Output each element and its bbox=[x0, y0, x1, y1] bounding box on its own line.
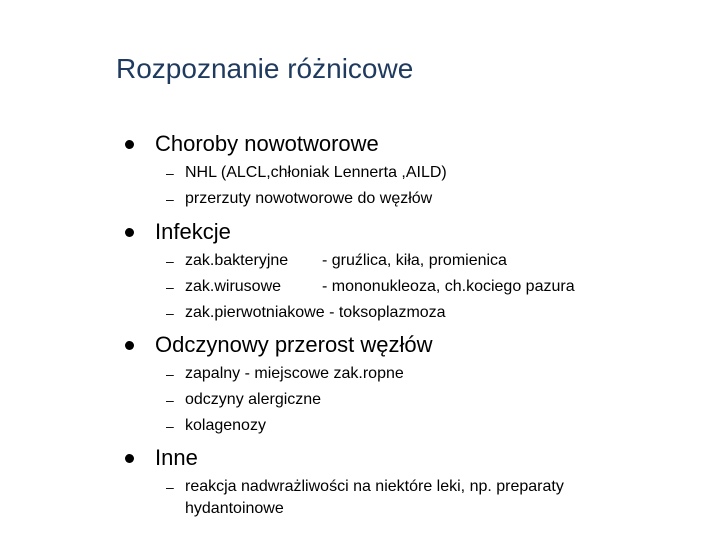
section-heading-odczynowy: Odczynowy przerost węzłów bbox=[155, 332, 433, 357]
bullet-dot bbox=[125, 341, 134, 350]
dash-marker: – bbox=[166, 191, 174, 207]
bullet-dot bbox=[125, 454, 134, 463]
list-item bbox=[185, 250, 507, 272]
list-item: przerzuty nowotworowe do węzłów bbox=[185, 190, 433, 207]
dash-marker: – bbox=[166, 392, 174, 408]
list-item-right: - gruźlica, kiła, promienica bbox=[322, 252, 507, 269]
dash-marker: – bbox=[166, 279, 174, 295]
dash-marker: – bbox=[166, 305, 174, 321]
list-item-right: - mononukleoza, ch.kociego pazura bbox=[322, 278, 575, 295]
section-heading-choroby: Choroby nowotworowe bbox=[155, 131, 379, 156]
dash-marker: – bbox=[166, 479, 174, 495]
list-item: zak.pierwotniakowe - toksoplazmoza bbox=[185, 304, 446, 321]
dash-marker: – bbox=[166, 418, 174, 434]
section-heading-inne: Inne bbox=[155, 445, 198, 470]
bullet-dot bbox=[125, 228, 134, 237]
slide-title: Rozpoznanie różnicowe bbox=[116, 53, 414, 84]
list-item: zapalny - miejscowe zak.ropne bbox=[185, 365, 404, 382]
dash-marker: – bbox=[166, 366, 174, 382]
list-item: kolagenozy bbox=[185, 417, 266, 434]
list-item-left: zak.wirusowe bbox=[185, 278, 282, 295]
list-item: odczyny alergiczne bbox=[185, 391, 322, 408]
list-item bbox=[185, 276, 575, 298]
list-item: NHL (ALCL,chłoniak Lennerta ,AILD) bbox=[185, 164, 447, 181]
dash-marker: – bbox=[166, 253, 174, 269]
list-item-left: zak.bakteryjne bbox=[185, 252, 289, 269]
dash-marker: – bbox=[166, 165, 174, 181]
bullet-dot bbox=[125, 140, 134, 149]
section-heading-infekcje: Infekcje bbox=[155, 219, 231, 244]
list-item: reakcja nadwrażliwości na niektóre leki, np. preparaty hydantoinowe bbox=[185, 478, 564, 517]
